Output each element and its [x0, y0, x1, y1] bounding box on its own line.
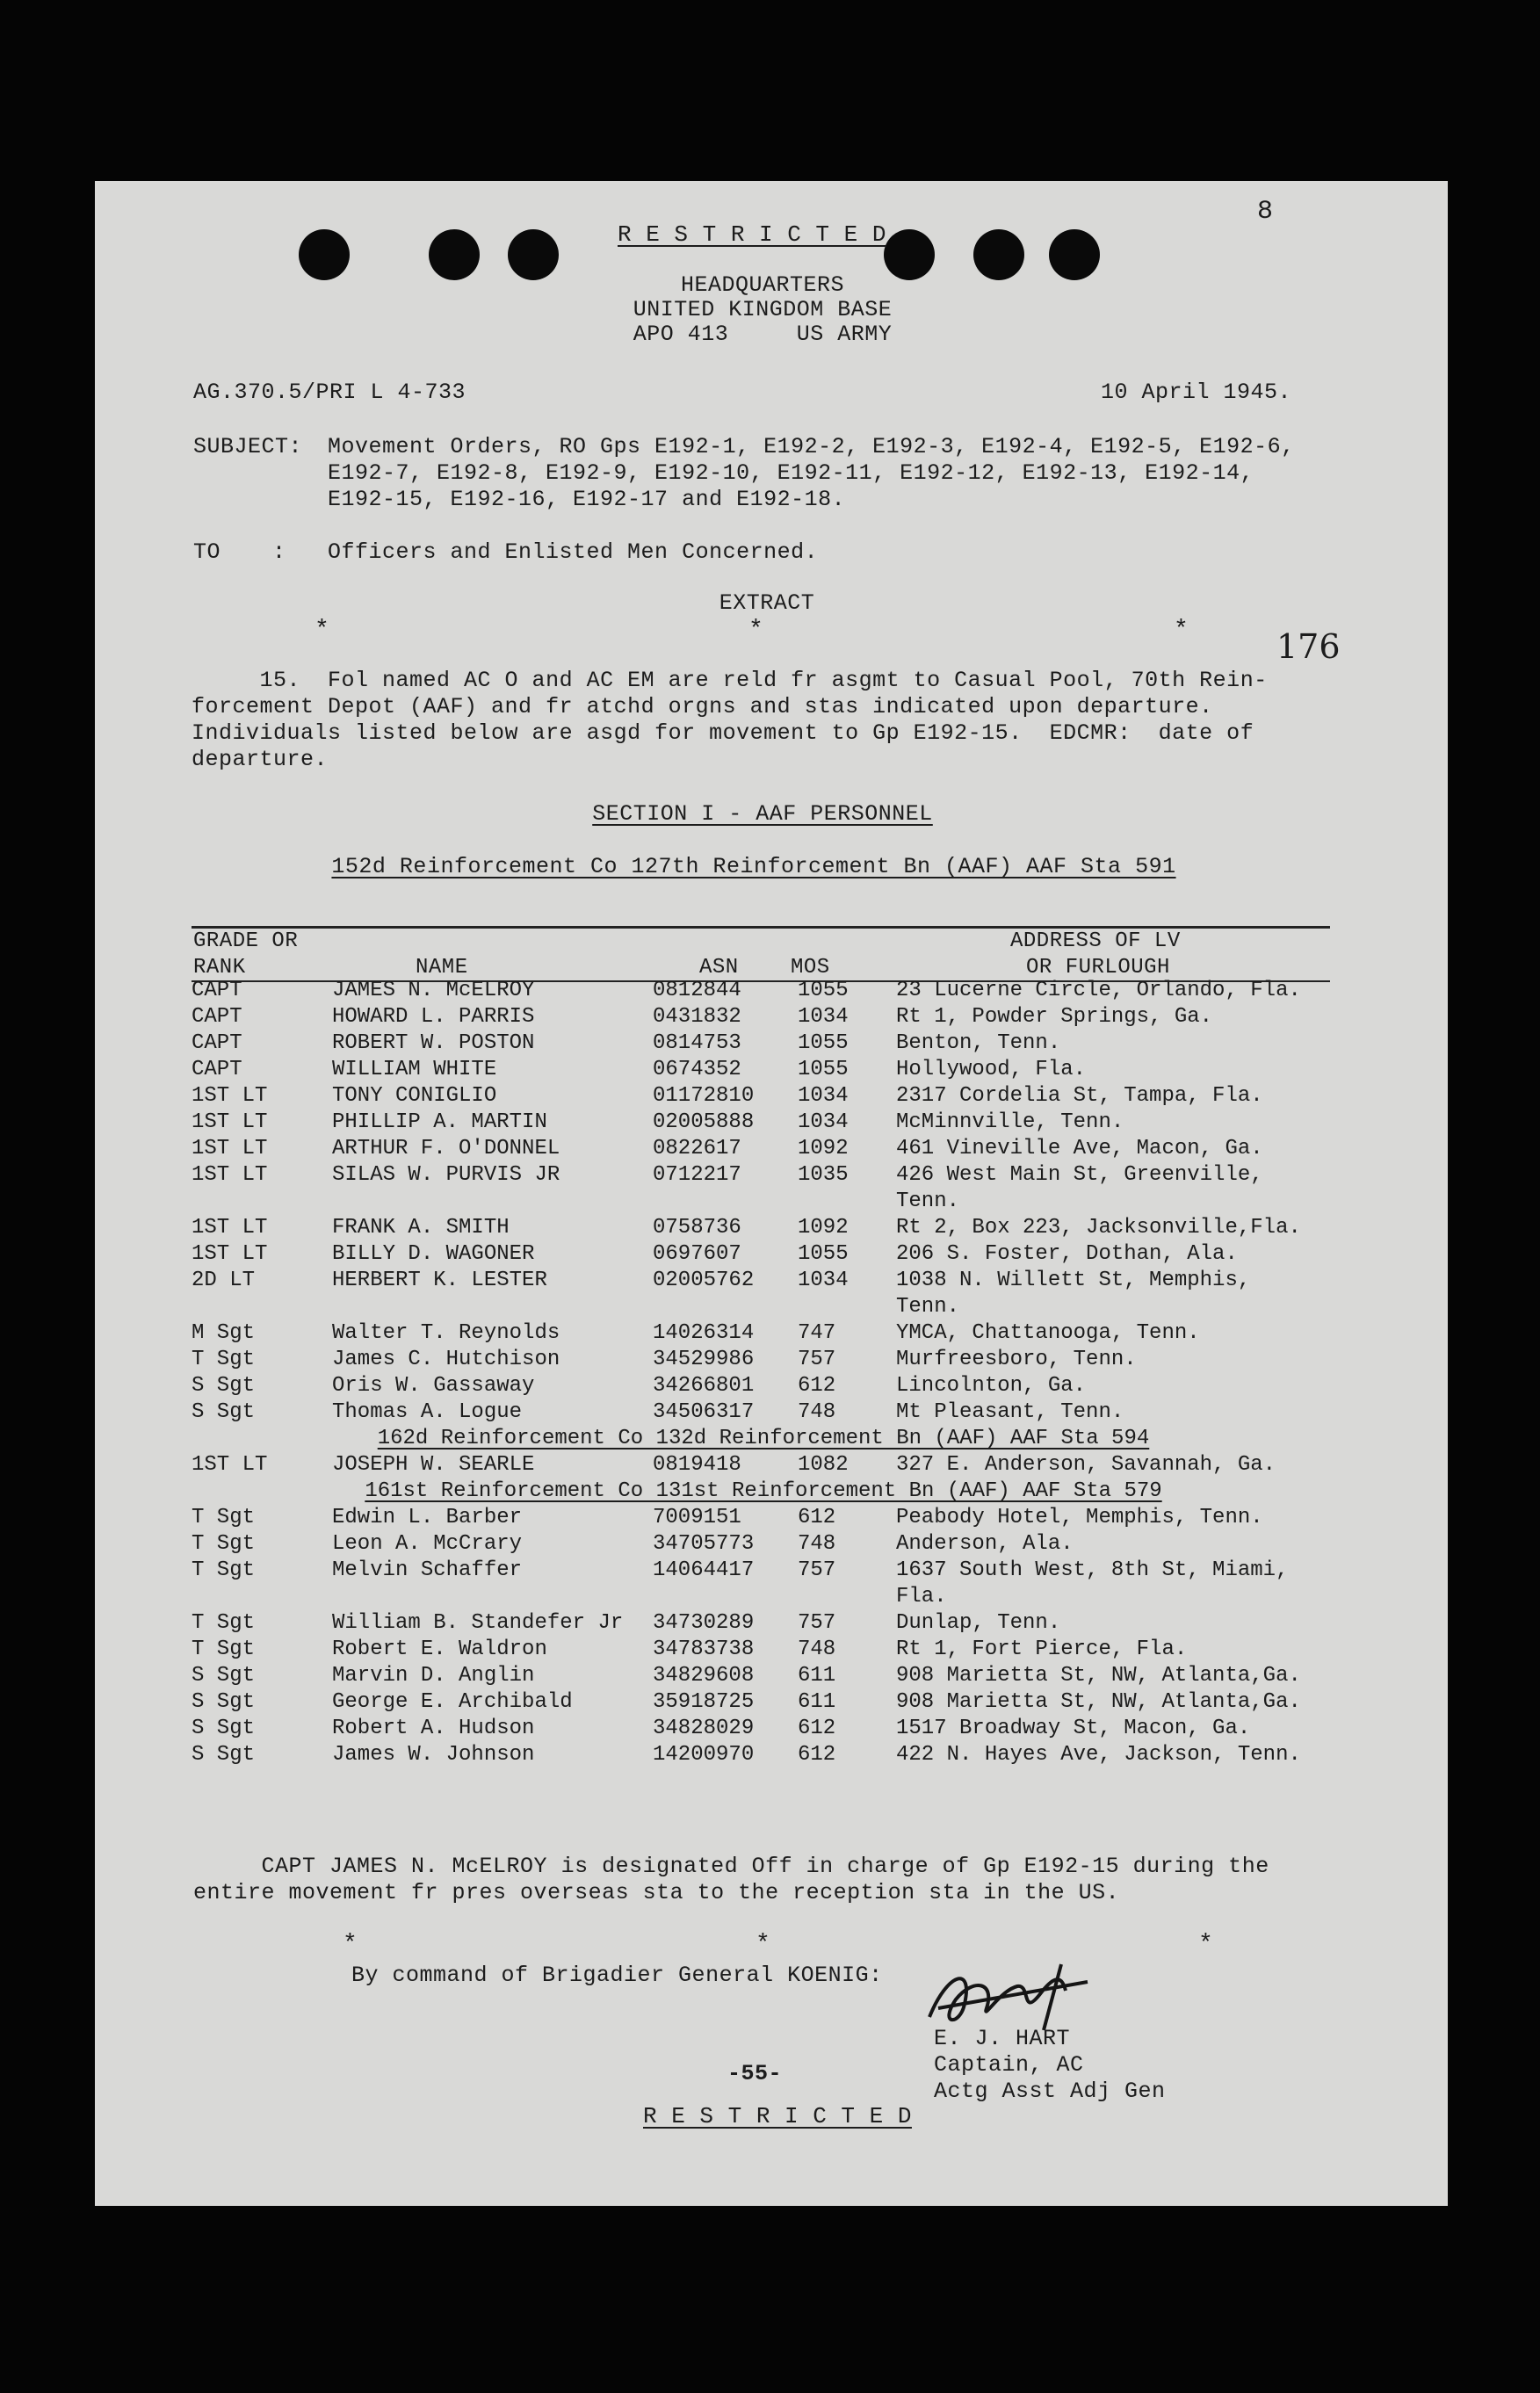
cell-rank: 1ST LT	[192, 1163, 268, 1187]
restricted-footer: R E S T R I C T E D	[643, 2103, 912, 2129]
cell-name: Robert E. Waldron	[332, 1638, 547, 1661]
cell-addr: Tenn.	[896, 1295, 960, 1319]
cell-addr: 327 E. Anderson, Savannah, Ga.	[896, 1453, 1276, 1477]
asterisk: *	[748, 617, 763, 644]
cell-addr: Tenn.	[896, 1189, 960, 1213]
cell-name	[332, 1295, 653, 1321]
cell-asn: 34730289	[653, 1611, 755, 1635]
cell-name: JAMES N. McELROY	[332, 979, 535, 1002]
cell-name: BILLY D. WAGONER	[332, 1242, 535, 1266]
cell-mos: 1034	[798, 1110, 849, 1134]
cell-asn: 34783738	[653, 1638, 755, 1661]
cell-mos: 1092	[798, 1137, 849, 1160]
header-furlough: OR FURLOUGH	[1026, 956, 1170, 980]
section-title	[77, 801, 1448, 827]
cell-rank: S Sgt	[192, 1743, 256, 1767]
cell-asn: 0812844	[653, 979, 741, 1002]
cell-addr: Benton, Tenn.	[896, 1031, 1061, 1055]
cell-rank: T Sgt	[192, 1558, 256, 1582]
table-row	[192, 1664, 1335, 1690]
cell-addr: Lincolnton, Ga.	[896, 1374, 1087, 1398]
cell-mos: 748	[798, 1638, 836, 1661]
cell-asn: 02005888	[653, 1110, 755, 1134]
cell-rank: 1ST LT	[192, 1242, 268, 1266]
table-row	[192, 1163, 1335, 1189]
to-colon: :	[272, 539, 286, 565]
cell-name: Robert A. Hudson	[332, 1717, 535, 1740]
hq-line2: UNITED KINGDOM BASE	[633, 297, 893, 322]
to-recipients: Officers and Enlisted Men Concerned.	[328, 539, 819, 565]
cell-rank	[192, 1295, 332, 1321]
cell-name: Oris W. Gassaway	[332, 1374, 535, 1398]
table-row	[192, 979, 1335, 1005]
cell-rank: S Sgt	[192, 1374, 256, 1398]
cell-mos	[798, 1585, 896, 1611]
cell-addr: Hollywood, Fla.	[896, 1058, 1087, 1081]
section-title-text: SECTION I - AAF PERSONNEL	[592, 801, 933, 827]
cell-asn: 0697607	[653, 1242, 741, 1266]
cell-mos: 1055	[798, 1031, 849, 1055]
cell-mos: 757	[798, 1558, 836, 1582]
table-row	[192, 1717, 1335, 1743]
cell-rank	[192, 1189, 332, 1216]
table-row	[192, 1058, 1335, 1084]
cell-mos: 748	[798, 1400, 836, 1424]
cell-mos: 1034	[798, 1084, 849, 1108]
cell-name: Leon A. McCrary	[332, 1532, 523, 1556]
cell-asn: 14026314	[653, 1321, 755, 1345]
cell-name: HERBERT K. LESTER	[332, 1269, 547, 1292]
subject-line: E192-7, E192-8, E192-9, E192-10, E192-11, E192-12, E192-13, E192-14,	[328, 460, 1254, 486]
cell-addr: Rt 1, Powder Springs, Ga.	[896, 1005, 1213, 1029]
table-top-rule	[192, 926, 1330, 929]
cell-asn: 35918725	[653, 1690, 755, 1714]
asterisk: *	[1198, 1931, 1213, 1958]
table-row	[192, 1348, 1335, 1374]
order-date: 10 April 1945.	[1101, 380, 1292, 405]
cell-mos	[798, 1295, 896, 1321]
paragraph-line: departure.	[192, 747, 329, 772]
cell-rank	[192, 1585, 332, 1611]
unit-heading	[60, 854, 1448, 879]
command-line: By command of Brigadier General KOENIG:	[351, 1963, 883, 1988]
signer-name: E. J. HART	[934, 2026, 1071, 2051]
restricted-header: R E S T R I C T E D	[618, 221, 886, 248]
table-row	[192, 1242, 1335, 1269]
cell-asn: 7009151	[653, 1506, 741, 1529]
cell-addr: 2317 Cordelia St, Tampa, Fla.	[896, 1084, 1263, 1108]
cell-addr: Anderson, Ala.	[896, 1532, 1074, 1556]
table-row	[192, 1031, 1335, 1058]
cell-mos: 612	[798, 1743, 836, 1767]
cell-asn	[653, 1189, 798, 1216]
table-row	[192, 1453, 1335, 1479]
cell-addr: Mt Pleasant, Tenn.	[896, 1400, 1124, 1424]
cell-asn: 34829608	[653, 1664, 755, 1688]
unit-subheading: 161st Reinforcement Co 131st Reinforcement Bn (AAF) AAF Sta 579	[365, 1479, 1162, 1503]
cell-asn: 34529986	[653, 1348, 755, 1371]
cell-rank: CAPT	[192, 1005, 242, 1029]
cell-name: Melvin Schaffer	[332, 1558, 523, 1582]
cell-asn	[653, 1585, 798, 1611]
cell-name: Edwin L. Barber	[332, 1506, 523, 1529]
cell-asn: 0822617	[653, 1137, 741, 1160]
table-row	[192, 1690, 1335, 1717]
cell-name	[332, 1585, 653, 1611]
table-row	[192, 1084, 1335, 1110]
cell-asn: 0712217	[653, 1163, 741, 1187]
cell-addr: 461 Vineville Ave, Macon, Ga.	[896, 1137, 1263, 1160]
cell-asn: 14200970	[653, 1743, 755, 1767]
table-row	[192, 1295, 1335, 1321]
cell-mos: 1034	[798, 1005, 849, 1029]
cell-addr: Dunlap, Tenn.	[896, 1611, 1061, 1635]
cell-mos	[798, 1189, 896, 1216]
cell-asn: 34506317	[653, 1400, 755, 1424]
header-rank: RANK	[193, 956, 246, 980]
cell-name: ROBERT W. POSTON	[332, 1031, 535, 1055]
cell-rank: CAPT	[192, 1031, 242, 1055]
cell-addr: Rt 1, Fort Pierce, Fla.	[896, 1638, 1188, 1661]
cell-addr: 206 S. Foster, Dothan, Ala.	[896, 1242, 1238, 1266]
cell-mos: 611	[798, 1690, 836, 1714]
cell-name: HOWARD L. PARRIS	[332, 1005, 535, 1029]
asterisk: *	[343, 1931, 358, 1958]
subject-line: Movement Orders, RO Gps E192-1, E192-2, E192-3, E192-4, E192-5, E192-6,	[328, 434, 1295, 459]
cell-mos: 1034	[798, 1269, 849, 1292]
unit-subheading-cell	[192, 1427, 1335, 1453]
cell-mos: 747	[798, 1321, 836, 1345]
cell-addr: Fla.	[896, 1585, 947, 1609]
unit-subheading-row	[192, 1479, 1335, 1506]
cell-name: WILLIAM WHITE	[332, 1058, 497, 1081]
cell-addr: 908 Marietta St, NW, Atlanta,Ga.	[896, 1690, 1301, 1714]
table-row	[192, 1558, 1335, 1585]
cell-mos: 612	[798, 1506, 836, 1529]
cell-addr: 1517 Broadway St, Macon, Ga.	[896, 1717, 1251, 1740]
cell-rank: S Sgt	[192, 1717, 256, 1740]
table-row	[192, 1216, 1335, 1242]
stamp-number: 176	[1276, 627, 1341, 666]
table-row	[192, 1189, 1335, 1216]
table-row	[192, 1506, 1335, 1532]
cell-name: William B. Standefer Jr	[332, 1611, 624, 1635]
asterisk: *	[1174, 617, 1189, 644]
cell-asn: 0819418	[653, 1453, 741, 1477]
unit-subheading-cell	[192, 1479, 1335, 1506]
asterisk: *	[756, 1931, 770, 1958]
table-row	[192, 1374, 1335, 1400]
table-row	[192, 1585, 1335, 1611]
cell-mos: 1055	[798, 1058, 849, 1081]
table-row	[192, 1110, 1335, 1137]
cell-name: James C. Hutchison	[332, 1348, 560, 1371]
paragraph-line: 15. Fol named AC O and AC EM are reld fr asgmt to Casual Pool, 70th Rein-	[192, 668, 1268, 693]
cell-asn	[653, 1295, 798, 1321]
hq-line1: HEADQUARTERS	[680, 272, 845, 298]
cell-asn: 14064417	[653, 1558, 755, 1582]
table-row	[192, 1611, 1335, 1638]
cell-asn: 0431832	[653, 1005, 741, 1029]
unit-heading-text: 152d Reinforcement Co 127th Reinforcement Bn (AAF) AAF Sta 591	[331, 854, 1176, 879]
cell-rank: T Sgt	[192, 1348, 256, 1371]
personnel-table	[192, 979, 1335, 1769]
cell-addr: 1038 N. Willett St, Memphis,	[896, 1269, 1251, 1292]
header-name: NAME	[416, 956, 468, 980]
cell-name: SILAS W. PURVIS JR	[332, 1163, 560, 1187]
cell-name: PHILLIP A. MARTIN	[332, 1110, 547, 1134]
cell-rank: S Sgt	[192, 1664, 256, 1688]
cell-asn: 01172810	[653, 1084, 755, 1108]
cell-mos: 1035	[798, 1163, 849, 1187]
cell-name	[332, 1189, 653, 1216]
cell-rank: 1ST LT	[192, 1453, 268, 1477]
cell-name: George E. Archibald	[332, 1690, 573, 1714]
cell-name: James W. Johnson	[332, 1743, 535, 1767]
cell-addr: 908 Marietta St, NW, Atlanta,Ga.	[896, 1664, 1301, 1688]
signer-title: Actg Asst Adj Gen	[934, 2079, 1166, 2104]
cell-name: ARTHUR F. O'DONNEL	[332, 1137, 560, 1160]
paragraph-line: forcement Depot (AAF) and fr atchd orgns and stas indicated upon departure.	[192, 694, 1213, 719]
table-row	[192, 1005, 1335, 1031]
cell-name: Thomas A. Logue	[332, 1400, 523, 1424]
page-mark: 8	[1257, 197, 1274, 227]
table-row	[192, 1400, 1335, 1427]
cell-name: Marvin D. Anglin	[332, 1664, 535, 1688]
cell-addr: 422 N. Hayes Ave, Jackson, Tenn.	[896, 1743, 1301, 1767]
cell-rank: T Sgt	[192, 1532, 256, 1556]
header-address: ADDRESS OF LV	[1010, 929, 1181, 953]
cell-name: TONY CONIGLIO	[332, 1084, 497, 1108]
cell-asn: 0758736	[653, 1216, 741, 1240]
cell-name: FRANK A. SMITH	[332, 1216, 510, 1240]
cell-rank: S Sgt	[192, 1690, 256, 1714]
cell-mos: 757	[798, 1348, 836, 1371]
file-reference: AG.370.5/PRI L 4-733	[193, 380, 466, 405]
cell-addr: McMinnville, Tenn.	[896, 1110, 1124, 1134]
cell-rank: M Sgt	[192, 1321, 256, 1345]
page-number: -55-	[727, 2061, 783, 2086]
cell-asn: 34828029	[653, 1717, 755, 1740]
table-row	[192, 1269, 1335, 1295]
cell-mos: 1082	[798, 1453, 849, 1477]
cell-mos: 757	[798, 1611, 836, 1635]
hq-line3: APO 413 US ARMY	[633, 322, 893, 347]
signer-rank: Captain, AC	[934, 2052, 1084, 2078]
cell-addr: 426 West Main St, Greenville,	[896, 1163, 1263, 1187]
cell-asn: 0814753	[653, 1031, 741, 1055]
cell-rank: S Sgt	[192, 1400, 256, 1424]
document-page	[95, 181, 1448, 2206]
cell-rank: T Sgt	[192, 1611, 256, 1635]
cell-rank: T Sgt	[192, 1506, 256, 1529]
subject-label: SUBJECT:	[193, 434, 303, 459]
cell-asn: 0674352	[653, 1058, 741, 1081]
table-row	[192, 1321, 1335, 1348]
header-grade: GRADE OR	[193, 929, 299, 953]
cell-mos: 748	[798, 1532, 836, 1556]
cell-mos: 1055	[798, 1242, 849, 1266]
header-asn: ASN	[699, 956, 739, 980]
cell-mos: 611	[798, 1664, 836, 1688]
cell-rank: 1ST LT	[192, 1137, 268, 1160]
cell-addr: Peabody Hotel, Memphis, Tenn.	[896, 1506, 1263, 1529]
table-row	[192, 1532, 1335, 1558]
header-mos: MOS	[791, 956, 830, 980]
unit-subheading: 162d Reinforcement Co 132d Reinforcement Bn (AAF) AAF Sta 594	[377, 1427, 1150, 1450]
cell-asn: 34266801	[653, 1374, 755, 1398]
cell-rank: CAPT	[192, 1058, 242, 1081]
designation-line: CAPT JAMES N. McELROY is designated Off in charge of Gp E192-15 during the	[193, 1854, 1269, 1879]
extract-label: EXTRACT	[719, 590, 815, 616]
cell-rank: 1ST LT	[192, 1110, 268, 1134]
cell-rank: T Sgt	[192, 1638, 256, 1661]
designation-line: entire movement fr pres overseas sta to the reception sta in the US.	[193, 1880, 1120, 1905]
table-row	[192, 1743, 1335, 1769]
cell-asn: 02005762	[653, 1269, 755, 1292]
cell-name: Walter T. Reynolds	[332, 1321, 560, 1345]
to-label: TO	[193, 539, 221, 565]
cell-addr: YMCA, Chattanooga, Tenn.	[896, 1321, 1200, 1345]
cell-mos: 612	[798, 1374, 836, 1398]
cell-rank: CAPT	[192, 979, 242, 1002]
paragraph-line: Individuals listed below are asgd for movement to Gp E192-15. EDCMR: date of	[192, 720, 1254, 746]
cell-mos: 612	[798, 1717, 836, 1740]
asterisk: *	[315, 617, 329, 644]
cell-asn: 34705773	[653, 1532, 755, 1556]
table-row	[192, 1137, 1335, 1163]
table-row	[192, 1638, 1335, 1664]
cell-rank: 1ST LT	[192, 1216, 268, 1240]
cell-name: JOSEPH W. SEARLE	[332, 1453, 535, 1477]
cell-addr: 23 Lucerne Circle, Orlando, Fla.	[896, 979, 1301, 1002]
unit-subheading-row	[192, 1427, 1335, 1453]
cell-rank: 2D LT	[192, 1269, 256, 1292]
subject-line: E192-15, E192-16, E192-17 and E192-18.	[328, 487, 846, 512]
cell-addr: Rt 2, Box 223, Jacksonville,Fla.	[896, 1216, 1301, 1240]
cell-rank: 1ST LT	[192, 1084, 268, 1108]
cell-addr: 1637 South West, 8th St, Miami,	[896, 1558, 1289, 1582]
cell-mos: 1055	[798, 979, 849, 1002]
cell-addr: Murfreesboro, Tenn.	[896, 1348, 1137, 1371]
cell-mos: 1092	[798, 1216, 849, 1240]
